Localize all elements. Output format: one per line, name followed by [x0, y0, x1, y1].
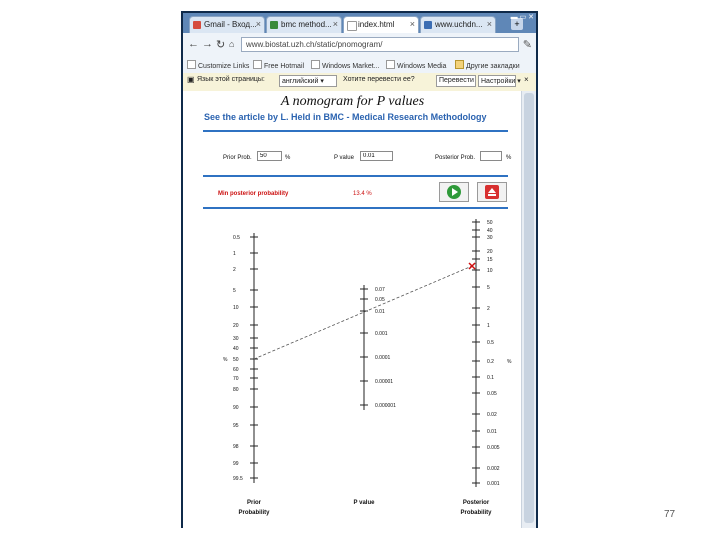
pvalue-axis-label: P value: [353, 500, 375, 506]
slide-number: 77: [664, 509, 676, 520]
tick-label: 1: [487, 323, 490, 329]
back-icon[interactable]: ←: [188, 38, 199, 50]
posterior-percent-label: %: [507, 359, 512, 365]
tick-label: 0.005: [487, 445, 500, 451]
tab-bmc[interactable]: [266, 16, 342, 33]
page-icon: [270, 21, 278, 29]
posterior-unit: %: [506, 155, 512, 161]
tick-label: 0.002: [487, 466, 500, 472]
reset-button[interactable]: [477, 182, 507, 202]
navigation-bar: [183, 33, 536, 57]
vertical-scrollbar[interactable]: [521, 91, 536, 528]
prior-label: Prior Prob.: [223, 155, 252, 161]
tab-label: www.uchdn...: [435, 20, 483, 29]
tab-index[interactable]: [343, 16, 419, 33]
address-bar[interactable]: www.biostat.uzh.ch/static/pnomogram/: [241, 37, 519, 52]
document-icon: [253, 60, 262, 69]
tick-label: 0.5: [233, 235, 240, 241]
translate-prefix: Язык этой страницы:: [197, 76, 265, 83]
divider: [203, 175, 508, 177]
close-icon[interactable]: ×: [255, 19, 261, 29]
tick-label: 0.02: [487, 412, 497, 418]
translate-button[interactable]: Перевести: [436, 75, 476, 87]
tick-label: 2: [233, 267, 236, 273]
pvalue-input[interactable]: [360, 151, 393, 161]
tab-uchdn[interactable]: [420, 16, 496, 33]
reload-icon[interactable]: ↻: [216, 39, 226, 51]
other-bookmarks[interactable]: [455, 60, 520, 70]
tick-label: 20: [487, 249, 493, 255]
pvalue-label: P value: [334, 155, 354, 161]
tick-label: 0.07: [375, 287, 385, 293]
tick-label: 50: [487, 220, 493, 226]
document-icon: [386, 60, 395, 69]
tick-label: 10: [233, 305, 239, 311]
tick-label: 2: [487, 306, 490, 312]
play-icon: [440, 183, 468, 201]
page-content: [183, 91, 522, 528]
tick-label: 0.0001: [375, 355, 391, 361]
folder-icon: [455, 60, 464, 69]
tick-label: 70: [233, 376, 239, 382]
min-posterior-value: 13.4 %: [353, 191, 372, 197]
browser-window: [181, 11, 538, 528]
bookmark-item[interactable]: [311, 60, 380, 70]
settings-label: Настройки: [481, 78, 516, 85]
posterior-axis-label: Probability: [460, 510, 492, 516]
posterior-input[interactable]: [480, 151, 502, 161]
divider: [203, 207, 508, 209]
tick-label: 99.5: [233, 476, 243, 482]
translate-bar: [183, 73, 536, 92]
close-icon[interactable]: ×: [524, 75, 529, 84]
tick-label: 0.001: [375, 331, 388, 337]
divider: [203, 130, 508, 132]
tick-label: 30: [487, 235, 493, 241]
tick-label: 0.00001: [375, 379, 394, 385]
tick-label: 0.2: [487, 359, 494, 365]
tick-label: 0.001: [487, 481, 500, 487]
tick-label: 90: [233, 405, 239, 411]
language-select[interactable]: английский ▾: [279, 75, 337, 87]
calculate-button[interactable]: [439, 182, 469, 202]
bookmark-item[interactable]: [386, 60, 446, 70]
article-link[interactable]: See the article by L. Held in BMC - Medical Research Methodology: [204, 112, 487, 122]
nomogram[interactable]: [183, 220, 522, 528]
eject-icon: [478, 183, 506, 201]
tab-label: index.html: [358, 20, 395, 29]
window-controls[interactable]: ▬ ▭ ✕: [510, 14, 534, 21]
connecting-line: [254, 266, 472, 359]
bookmark-label: Другие закладки: [466, 63, 520, 70]
document-icon: [187, 60, 196, 69]
new-tab-button[interactable]: +: [511, 18, 523, 30]
tick-label: 50: [233, 357, 239, 363]
bookmark-label: Customize Links: [198, 63, 250, 70]
posterior-axis: [472, 219, 500, 487]
scrollbar-thumb[interactable]: [524, 93, 534, 523]
posterior-marker: [469, 263, 475, 269]
tab-label: bmc method...: [281, 20, 332, 29]
bookmark-label: Free Hotmail: [264, 63, 305, 70]
tab-gmail[interactable]: [189, 16, 265, 33]
translate-settings-button[interactable]: Настройки ▾: [478, 75, 516, 87]
prior-input[interactable]: [257, 151, 282, 161]
tick-label: 60: [233, 367, 239, 373]
close-icon[interactable]: ×: [409, 19, 415, 29]
bookmarks-bar: [183, 57, 536, 74]
language-value: английский: [282, 78, 319, 85]
tick-label: 20: [233, 323, 239, 329]
wrench-icon[interactable]: ✎: [522, 39, 532, 51]
bookmark-item[interactable]: [253, 60, 304, 70]
bookmark-label: Windows Market...: [322, 63, 380, 70]
pvalue-axis: [360, 285, 396, 410]
tab-label: Gmail - Вход...: [204, 20, 257, 29]
tick-label: 30: [233, 336, 239, 342]
home-icon[interactable]: ⌂: [229, 39, 235, 49]
prior-axis-label: Probability: [238, 510, 270, 516]
tick-label: 98: [233, 444, 239, 450]
close-icon[interactable]: ×: [486, 19, 492, 29]
tick-label: 0.05: [375, 297, 385, 303]
tick-label: 0.05: [487, 391, 497, 397]
prior-axis: [233, 233, 258, 483]
tick-label: 99: [233, 461, 239, 467]
translate-question: Хотите перевести ее?: [343, 76, 415, 83]
tick-label: 15: [487, 257, 493, 263]
tick-label: 0.5: [487, 340, 494, 346]
prior-axis-label: Prior: [246, 500, 262, 506]
tick-label: 5: [487, 285, 490, 291]
posterior-label: Posterior Prob.: [435, 155, 476, 161]
tick-label: 0.1: [487, 375, 494, 381]
page-icon: [424, 21, 432, 29]
bookmark-label: Windows Media: [397, 63, 447, 70]
tab-bar: [183, 13, 536, 33]
translate-icon: ▣: [187, 75, 195, 84]
forward-icon[interactable]: →: [202, 38, 213, 50]
tick-label: 1: [233, 251, 236, 257]
close-icon[interactable]: ×: [332, 19, 338, 29]
document-icon: [347, 21, 357, 31]
tick-label: 95: [233, 423, 239, 429]
tick-label: 40: [487, 228, 493, 234]
posterior-axis-label: Posterior: [462, 500, 490, 506]
document-icon: [311, 60, 320, 69]
tick-label: 0.01: [375, 309, 385, 315]
tick-label: 80: [233, 387, 239, 393]
bookmark-item[interactable]: [187, 60, 249, 70]
tick-label: 0.000001: [375, 403, 396, 409]
gmail-icon: [193, 21, 201, 29]
prior-percent-label: %: [223, 357, 228, 363]
tick-label: 40: [233, 346, 239, 352]
prior-unit: %: [285, 155, 291, 161]
tick-label: 0.01: [487, 429, 497, 435]
tick-label: 10: [487, 268, 493, 274]
tick-label: 5: [233, 288, 236, 294]
page-title: A nomogram for P values: [280, 94, 425, 109]
min-posterior-label: Min posterior probability: [218, 191, 289, 197]
